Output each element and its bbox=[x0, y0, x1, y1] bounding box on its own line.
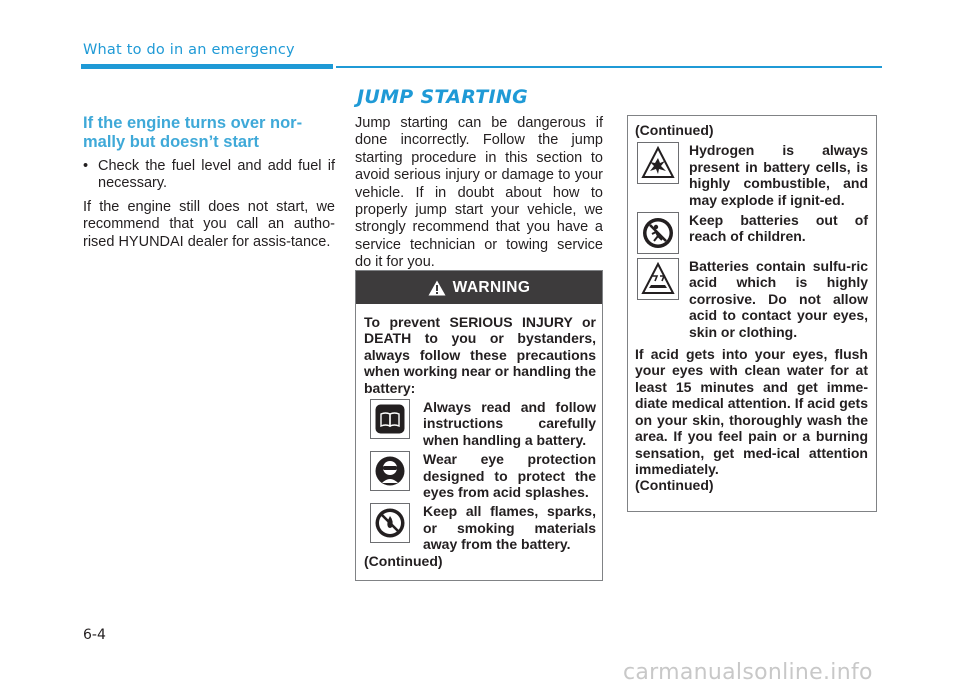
warning-item bbox=[364, 503, 596, 552]
explosion-hazard-icon bbox=[637, 142, 679, 184]
no-flames-icon bbox=[370, 503, 410, 543]
warning-item bbox=[635, 142, 868, 208]
warning-box bbox=[355, 270, 603, 581]
warning-item-text: Always read and follow instructions carefully when handling a battery. bbox=[423, 399, 596, 448]
warning-lead: To prevent SERIOUS INJURY or DEATH to you or bystanders, always follow these precautions when working near or handling the battery: bbox=[364, 314, 596, 396]
warning-item-text: Hydrogen is always present in battery cells, is highly combustible, and may explode if ignit-ed. bbox=[689, 142, 868, 208]
header-rule-thin bbox=[336, 66, 882, 68]
watermark: carmanualsonline.info bbox=[623, 660, 873, 685]
jump-intro-paragraph: Jump starting can be dangerous if done incorrectly. Follow the jump starting procedure in this section to avoid serious injury or damage to your vehicle. If in doubt about how to properly jump start your vehicle, we strongly recommend that you have a service technician or towing service do it for you. bbox=[355, 115, 603, 271]
warning-item-text: Keep all flames, sparks, or smoking materials away from the battery. bbox=[423, 503, 596, 553]
jump-starting-title: JUMP STARTING bbox=[357, 86, 529, 108]
warning-item-text: Keep batteries out of reach of children. bbox=[689, 212, 868, 245]
warning-continued: (Continued) bbox=[364, 552, 443, 569]
left-column bbox=[83, 114, 335, 251]
warning-item-text: Batteries contain sulfu-ric acid which is highly corrosive. Do not allow acid to contact your eyes, skin or clothing. bbox=[689, 258, 868, 340]
fuel-bullet: • Check the fuel level and add fuel if necessary. bbox=[83, 158, 335, 193]
acid-first-aid-paragraph: If acid gets into your eyes, flush your eyes with clean water for at least 15 minutes and get imme-diate medical attention. If acid gets on your skin, thoroughly wash the area. If you feel pain or a burning sensation, get med-ical attention immediately. bbox=[635, 346, 868, 477]
eye-protection-icon bbox=[370, 451, 410, 491]
warning-item-text: Wear eye protection designed to protect the eyes from acid splashes. bbox=[423, 451, 596, 501]
warning-triangle-icon bbox=[428, 280, 446, 296]
header-rule-thick bbox=[81, 64, 333, 69]
no-children-icon bbox=[637, 212, 679, 254]
continued-heading: (Continued) bbox=[635, 122, 714, 138]
engine-subheading: If the engine turns over nor-mally but doesn’t start bbox=[83, 114, 303, 151]
continued-footer: (Continued) bbox=[635, 477, 714, 494]
book-icon bbox=[370, 399, 410, 439]
warning-item bbox=[635, 212, 868, 254]
warning-item bbox=[635, 258, 868, 340]
warning-item bbox=[364, 451, 596, 500]
warning-header bbox=[356, 271, 602, 304]
dealer-paragraph: If the engine still does not start, we recommend that you call an autho-rised HYUNDAI dealer for assis-tance. bbox=[83, 198, 335, 250]
section-title: What to do in an emergency bbox=[83, 42, 295, 58]
acid-hazard-icon bbox=[637, 258, 679, 300]
page-number: 6-4 bbox=[83, 627, 106, 643]
warning-label: WARNING bbox=[452, 278, 531, 296]
warning-item bbox=[364, 399, 596, 448]
continued-warning-box bbox=[627, 115, 877, 512]
